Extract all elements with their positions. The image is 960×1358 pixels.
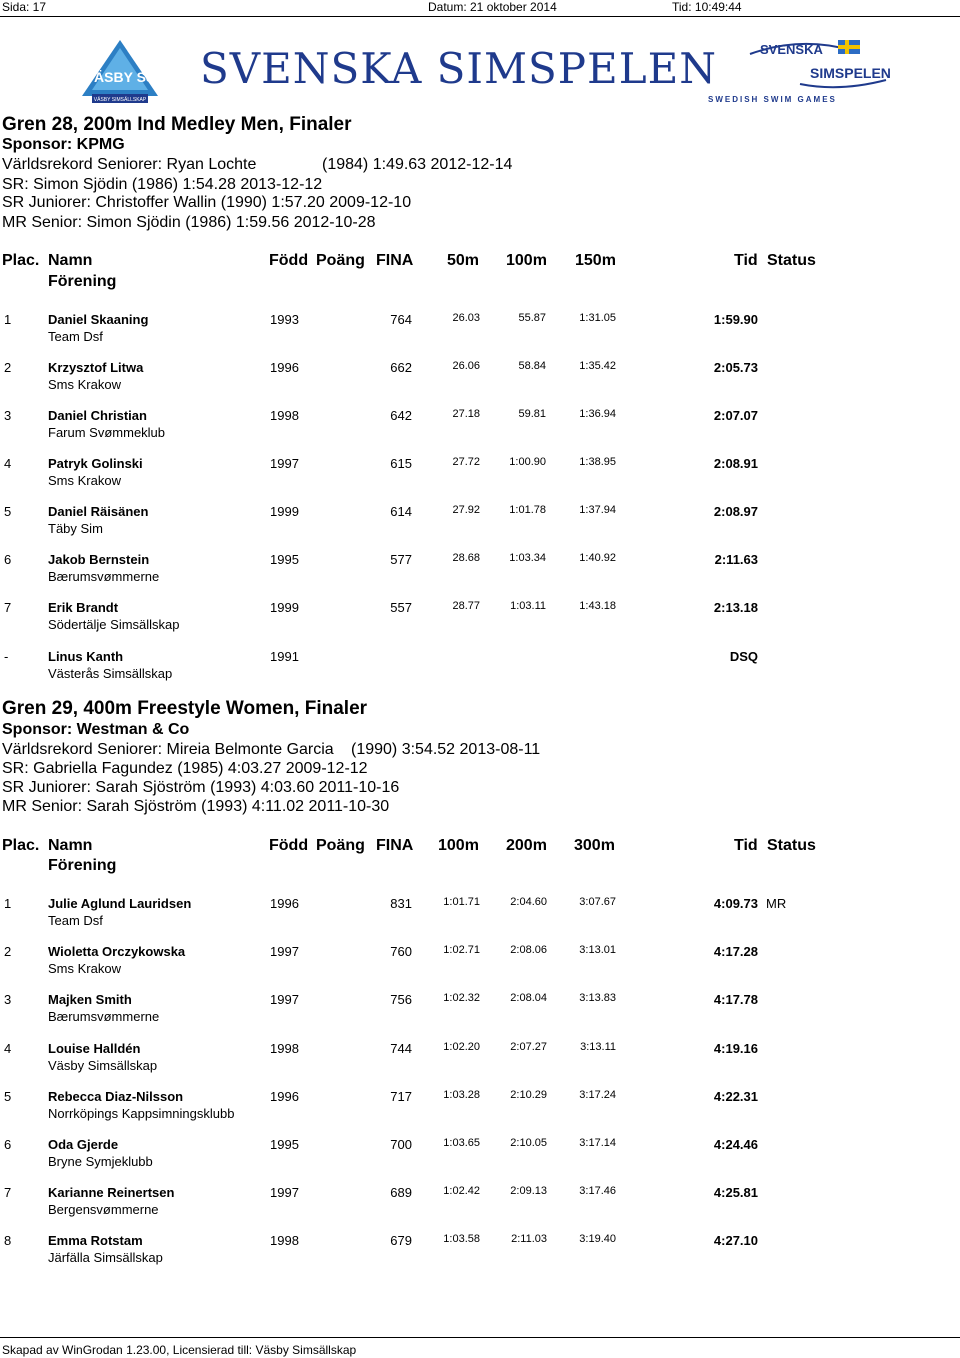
row-split3: 3:17.46 xyxy=(579,1185,616,1197)
row-name: Karianne Reinertsen xyxy=(48,1185,175,1200)
row-split3: 3:17.14 xyxy=(579,1137,616,1149)
row-club: Bærumsvømmerne xyxy=(48,569,160,584)
table-row xyxy=(0,600,960,644)
table-row xyxy=(0,649,960,693)
table-row xyxy=(0,552,960,596)
table-row xyxy=(0,312,960,356)
row-born: 1993 xyxy=(270,312,299,327)
table-row xyxy=(0,504,960,548)
svenska-simspelen-title: SVENSKA SIMSPELEN xyxy=(200,44,718,93)
row-club: Sms Krakow xyxy=(48,473,121,488)
col-split2: 100m xyxy=(506,252,547,269)
row-plac: 3 xyxy=(4,992,12,1007)
col-fina: FINA xyxy=(376,252,414,269)
row-club: Väsby Simsällskap xyxy=(48,1058,158,1073)
row-split1: 27.92 xyxy=(452,504,480,516)
row-plac: 6 xyxy=(4,552,12,567)
row-plac: - xyxy=(4,649,9,664)
record-mr-senior: MR Senior: Sarah Sjöström (1993) 4:11.02 2011-10-30 xyxy=(2,798,390,815)
row-plac: 5 xyxy=(4,1089,12,1104)
row-born: 1996 xyxy=(270,896,299,911)
row-born: 1997 xyxy=(270,456,299,471)
record-sr-junior: SR Juniorer: Sarah Sjöström (1993) 4:03.60 2011-10-16 xyxy=(2,779,400,796)
row-points: 764 xyxy=(390,312,412,327)
row-name: Krzysztof Litwa xyxy=(48,360,144,375)
row-split2: 1:01.78 xyxy=(509,504,546,516)
record-sr: SR: Simon Sjödin (1986) 1:54.28 2013-12-12 xyxy=(2,176,323,193)
col-split1: 100m xyxy=(438,837,479,854)
col-split3: 300m xyxy=(574,837,615,854)
row-born: 1998 xyxy=(270,1041,299,1056)
row-name: Julie Aglund Lauridsen xyxy=(48,896,192,911)
row-points: 615 xyxy=(390,456,412,471)
row-points: 831 xyxy=(390,896,412,911)
row-points: 689 xyxy=(390,1185,412,1200)
row-plac: 1 xyxy=(4,896,12,911)
row-name: Daniel Christian xyxy=(48,408,147,423)
row-points: 744 xyxy=(390,1041,412,1056)
table-row xyxy=(0,1137,960,1181)
col-born: Född xyxy=(269,837,309,854)
row-born: 1991 xyxy=(270,649,299,664)
logo-right-line3: SWEDISH SWIM GAMES xyxy=(708,95,837,104)
row-split2: 2:10.29 xyxy=(510,1089,547,1101)
record-world-holder: Världsrekord Seniorer: Mireia Belmonte Garcia xyxy=(2,741,334,758)
row-born: 1997 xyxy=(270,944,299,959)
row-name: Daniel Räisänen xyxy=(48,504,149,519)
row-split1: 1:02.32 xyxy=(443,992,480,1004)
row-split1: 1:03.58 xyxy=(443,1233,480,1245)
table-row xyxy=(0,992,960,1036)
event-title: Gren 28, 200m Ind Medley Men, Finaler xyxy=(2,114,352,135)
row-club: Bryne Symjeklubb xyxy=(48,1154,153,1169)
table-row xyxy=(0,896,960,940)
col-split1: 50m xyxy=(447,252,480,269)
row-time: DSQ xyxy=(729,649,758,664)
vasby-ss-logo xyxy=(78,38,162,104)
row-split2: 2:08.06 xyxy=(510,944,547,956)
report-date: Datum: 21 oktober 2014 xyxy=(428,0,557,14)
row-born: 1996 xyxy=(270,1089,299,1104)
logo-left-text: VÄSBY SS xyxy=(84,69,156,85)
row-split2: 1:03.34 xyxy=(509,552,546,564)
row-points: 614 xyxy=(390,504,412,519)
row-split2: 2:10.05 xyxy=(510,1137,547,1149)
row-split3: 3:13.01 xyxy=(579,944,616,956)
svenska-simspelen-logo xyxy=(700,36,890,108)
table-row xyxy=(0,1233,960,1277)
row-plac: 7 xyxy=(4,600,12,615)
col-plac: Plac. xyxy=(2,252,40,269)
row-split3: 3:13.83 xyxy=(579,992,616,1004)
row-plac: 8 xyxy=(4,1233,12,1248)
row-split1: 1:01.71 xyxy=(443,896,480,908)
row-plac: 1 xyxy=(4,312,12,327)
table-row xyxy=(0,1041,960,1085)
row-name: Daniel Skaaning xyxy=(48,312,149,327)
row-name: Oda Gjerde xyxy=(48,1137,119,1152)
row-split1: 1:03.28 xyxy=(443,1089,480,1101)
row-name: Majken Smith xyxy=(48,992,132,1007)
row-plac: 4 xyxy=(4,456,12,471)
row-split1: 26.03 xyxy=(452,312,480,324)
row-split1: 26.06 xyxy=(452,360,480,372)
row-points: 756 xyxy=(390,992,412,1007)
row-club: Västerås Simsällskap xyxy=(48,666,173,681)
row-time: 4:27.10 xyxy=(713,1233,758,1248)
row-club: Järfälla Simsällskap xyxy=(48,1250,163,1265)
col-time: Tid xyxy=(734,837,758,854)
row-plac: 2 xyxy=(4,360,12,375)
row-born: 1998 xyxy=(270,408,299,423)
row-split3: 1:38.95 xyxy=(579,456,616,468)
col-club: Förening xyxy=(48,273,117,290)
row-points: 642 xyxy=(390,408,412,423)
col-split3: 150m xyxy=(575,252,616,269)
row-time: 2:13.18 xyxy=(713,600,758,615)
row-split2: 2:08.04 xyxy=(510,992,547,1004)
row-plac: 3 xyxy=(4,408,12,423)
row-club: Bergensvømmerne xyxy=(48,1202,159,1217)
row-split2: 58.84 xyxy=(518,360,546,372)
row-time: 2:07.07 xyxy=(713,408,758,423)
row-split3: 3:13.11 xyxy=(580,1041,616,1053)
row-name: Louise Halldén xyxy=(48,1041,141,1056)
row-born: 1995 xyxy=(270,552,299,567)
event-title: Gren 29, 400m Freestyle Women, Finaler xyxy=(2,698,368,719)
row-born: 1997 xyxy=(270,1185,299,1200)
record-sr: SR: Gabriella Fagundez (1985) 4:03.27 2009-12-12 xyxy=(2,760,368,777)
table-row xyxy=(0,456,960,500)
col-time: Tid xyxy=(734,252,758,269)
row-split2: 2:11.03 xyxy=(511,1233,547,1245)
row-name: Jakob Bernstein xyxy=(48,552,150,567)
row-time: 2:08.97 xyxy=(713,504,758,519)
row-split1: 1:03.65 xyxy=(443,1137,480,1149)
row-split1: 1:02.71 xyxy=(443,944,480,956)
col-name: Namn xyxy=(48,837,93,854)
row-split2: 55.87 xyxy=(518,312,546,324)
row-points: 577 xyxy=(390,552,412,567)
row-split2: 2:07.27 xyxy=(510,1041,547,1053)
col-split2: 200m xyxy=(506,837,547,854)
table-row xyxy=(0,1185,960,1229)
row-club: Sms Krakow xyxy=(48,961,121,976)
row-born: 1999 xyxy=(270,504,299,519)
row-time: 2:11.63 xyxy=(714,552,758,567)
row-name: Patryk Golinski xyxy=(48,456,143,471)
footer-divider xyxy=(0,1337,960,1338)
row-split3: 3:19.40 xyxy=(579,1233,616,1245)
row-time: 4:24.46 xyxy=(713,1137,758,1152)
row-split3: 1:37.94 xyxy=(579,504,616,516)
header-divider xyxy=(0,16,960,17)
row-club: Norrköpings Kappsimningsklubb xyxy=(48,1106,235,1121)
row-time: 4:17.78 xyxy=(713,992,758,1007)
row-plac: 5 xyxy=(4,504,12,519)
col-plac: Plac. xyxy=(2,837,40,854)
row-club: Team Dsf xyxy=(48,329,103,344)
row-plac: 6 xyxy=(4,1137,12,1152)
row-split2: 2:04.60 xyxy=(510,896,547,908)
row-plac: 7 xyxy=(4,1185,12,1200)
record-mr-senior: MR Senior: Simon Sjödin (1986) 1:59.56 2012-10-28 xyxy=(2,214,376,231)
row-split1: 28.68 xyxy=(452,552,480,564)
row-time: 2:08.91 xyxy=(713,456,758,471)
row-time: 2:05.73 xyxy=(713,360,758,375)
row-club: Sms Krakow xyxy=(48,377,121,392)
table-row xyxy=(0,944,960,988)
row-time: 4:09.73 xyxy=(713,896,758,911)
row-status: MR xyxy=(766,896,787,911)
row-split3: 1:43.18 xyxy=(579,600,616,612)
logo-right-line1: SVENSKA xyxy=(760,42,823,57)
report-time: Tid: 10:49:44 xyxy=(672,0,742,14)
row-split3: 1:35.42 xyxy=(579,360,616,372)
record-sr-junior: SR Juniorer: Christoffer Wallin (1990) 1:57.20 2009-12-10 xyxy=(2,194,412,211)
row-split3: 1:31.05 xyxy=(579,312,616,324)
row-split2: 1:00.90 xyxy=(509,456,546,468)
table-row xyxy=(0,360,960,404)
row-split1: 28.77 xyxy=(452,600,480,612)
row-split2: 2:09.13 xyxy=(510,1185,547,1197)
row-name: Linus Kanth xyxy=(48,649,124,664)
row-time: 4:22.31 xyxy=(713,1089,758,1104)
logo-left-subtext: VÄSBY SIMSÄLLSKAP xyxy=(93,97,147,103)
row-time: 1:59.90 xyxy=(713,312,758,327)
row-split1: 1:02.20 xyxy=(443,1041,480,1053)
event-sponsor: Sponsor: Westman & Co xyxy=(2,721,190,738)
event-sponsor: Sponsor: KPMG xyxy=(2,136,125,153)
col-points: Poäng xyxy=(316,252,365,269)
table-row xyxy=(0,1089,960,1133)
row-split1: 27.18 xyxy=(452,408,480,420)
row-club: Södertälje Simsällskap xyxy=(48,617,180,632)
row-points: 557 xyxy=(390,600,412,615)
row-club: Täby Sim xyxy=(48,521,103,536)
row-split2: 1:03.11 xyxy=(510,600,546,612)
row-points: 760 xyxy=(390,944,412,959)
row-points: 700 xyxy=(390,1137,412,1152)
row-name: Wioletta Orczykowska xyxy=(48,944,186,959)
row-split1: 27.72 xyxy=(452,456,480,468)
col-status: Status xyxy=(767,252,816,269)
col-born: Född xyxy=(269,252,309,269)
row-name: Erik Brandt xyxy=(48,600,119,615)
col-status: Status xyxy=(767,837,816,854)
record-world-detail: (1990) 3:54.52 2013-08-11 xyxy=(351,741,541,758)
record-world-holder: Världsrekord Seniorer: Ryan Lochte xyxy=(2,156,257,173)
row-club: Team Dsf xyxy=(48,913,103,928)
row-points: 679 xyxy=(390,1233,412,1248)
row-points: 717 xyxy=(390,1089,412,1104)
row-split3: 1:40.92 xyxy=(579,552,616,564)
footer-text: Skapad av WinGrodan 1.23.00, Licensierad till: Väsby Simsällskap xyxy=(2,1343,357,1357)
col-name: Namn xyxy=(48,252,93,269)
row-born: 1996 xyxy=(270,360,299,375)
row-time: 4:25.81 xyxy=(713,1185,758,1200)
row-points: 662 xyxy=(390,360,412,375)
row-born: 1995 xyxy=(270,1137,299,1152)
row-time: 4:19.16 xyxy=(713,1041,758,1056)
col-points: Poäng xyxy=(316,837,365,854)
row-split2: 59.81 xyxy=(518,408,546,420)
page-number: Sida: 17 xyxy=(2,0,47,14)
row-club: Bærumsvømmerne xyxy=(48,1009,160,1024)
record-world-detail: (1984) 1:49.63 2012-12-14 xyxy=(322,156,513,173)
row-split3: 3:17.24 xyxy=(579,1089,616,1101)
row-plac: 2 xyxy=(4,944,12,959)
row-time: 4:17.28 xyxy=(713,944,758,959)
col-fina: FINA xyxy=(376,837,414,854)
row-born: 1999 xyxy=(270,600,299,615)
row-split1: 1:02.42 xyxy=(443,1185,480,1197)
row-split3: 3:07.67 xyxy=(579,896,616,908)
logo-right-line2: SIMSPELEN xyxy=(810,65,890,81)
col-club: Förening xyxy=(48,857,117,874)
row-plac: 4 xyxy=(4,1041,12,1056)
table-row xyxy=(0,408,960,452)
row-club: Farum Svømmeklub xyxy=(48,425,166,440)
row-name: Emma Rotstam xyxy=(48,1233,143,1248)
row-born: 1998 xyxy=(270,1233,299,1248)
row-split3: 1:36.94 xyxy=(579,408,616,420)
row-name: Rebecca Diaz-Nilsson xyxy=(48,1089,184,1104)
row-born: 1997 xyxy=(270,992,299,1007)
